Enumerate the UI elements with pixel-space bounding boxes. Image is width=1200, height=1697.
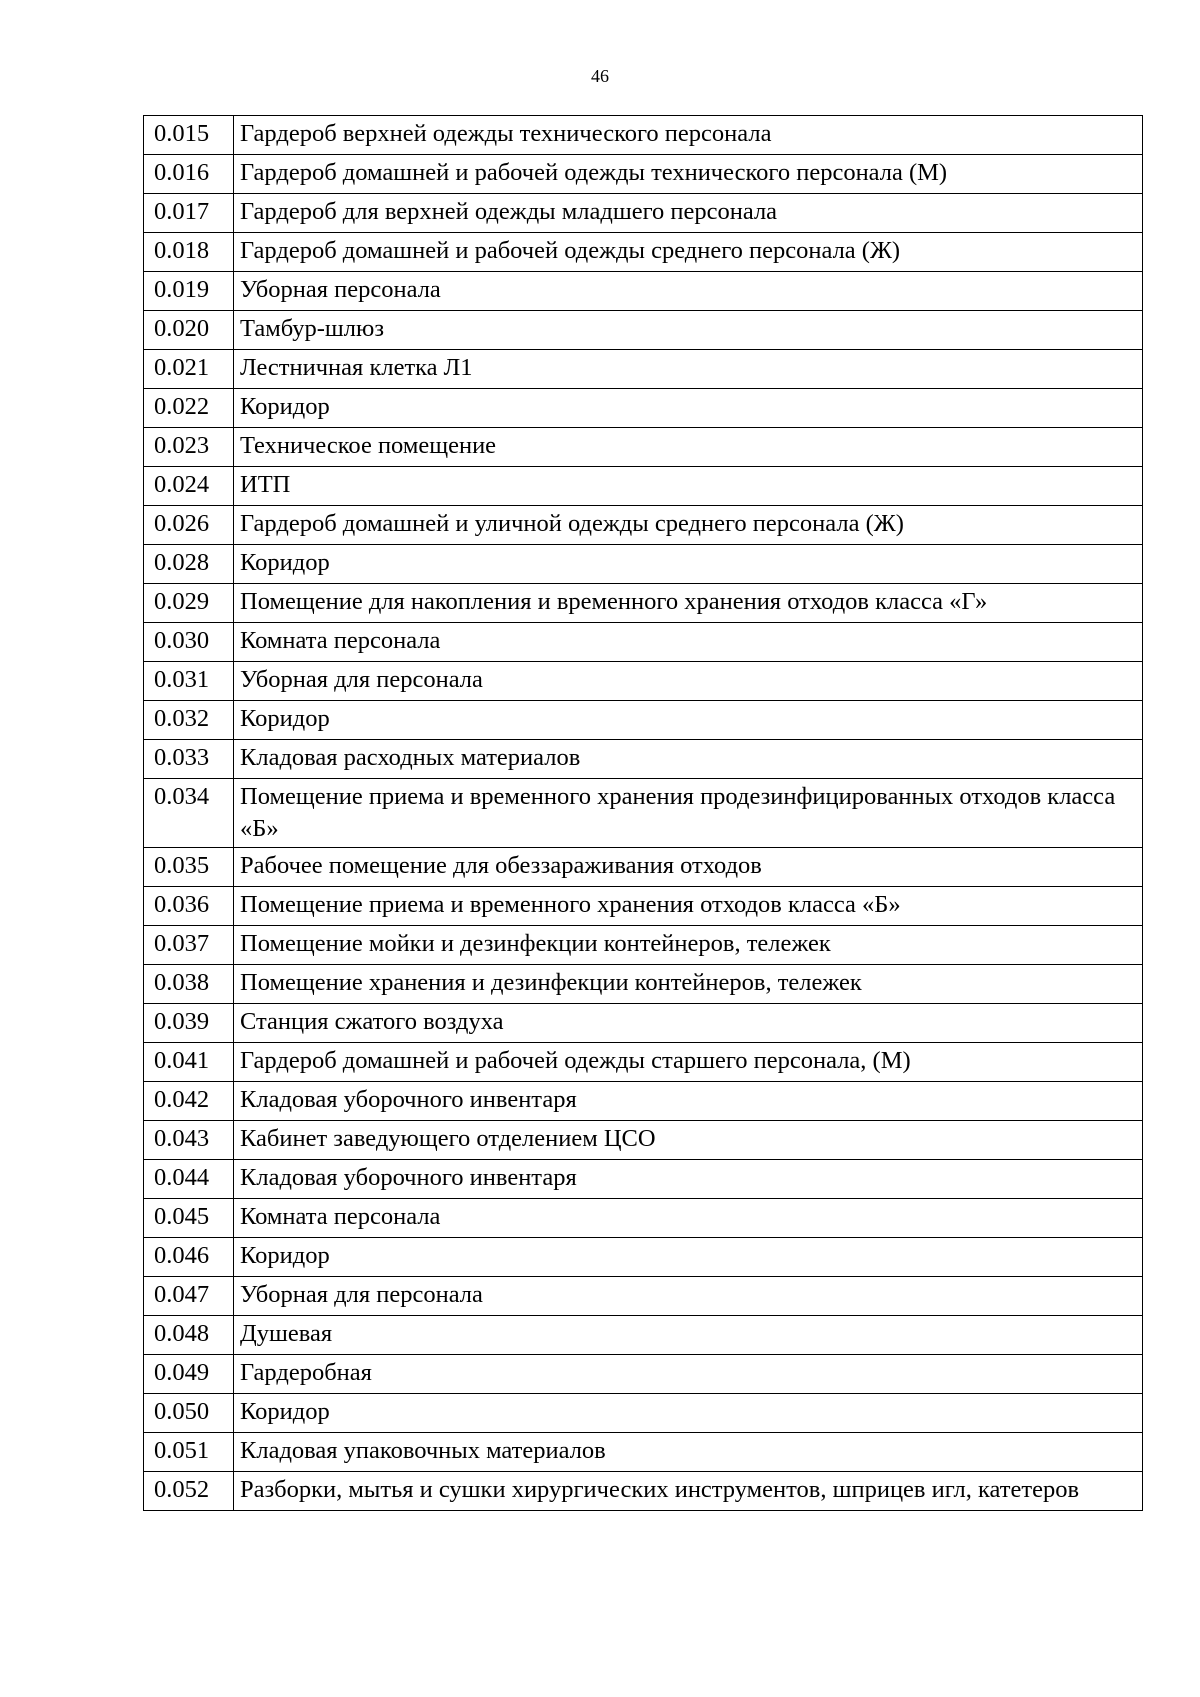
table-row — [144, 194, 1143, 233]
room-name: Рабочее помещение для обеззараживания отходов — [234, 848, 1143, 887]
table-row — [144, 1394, 1143, 1433]
room-name: Разборки, мытья и сушки хирургических инструментов, шприцев игл, катетеров — [234, 1472, 1143, 1511]
table-row — [144, 389, 1143, 428]
room-name: Гардеробная — [234, 1355, 1143, 1394]
room-code: 0.046 — [144, 1238, 234, 1277]
room-name: Гардероб домашней и рабочей одежды среднего персонала (Ж) — [234, 233, 1143, 272]
room-name: Гардероб верхней одежды технического персонала — [234, 116, 1143, 155]
room-name: Помещение мойки и дезинфекции контейнеров, тележек — [234, 926, 1143, 965]
table-row — [144, 1472, 1143, 1511]
room-code: 0.038 — [144, 965, 234, 1004]
table-row — [144, 467, 1143, 506]
room-name: Кладовая уборочного инвентаря — [234, 1082, 1143, 1121]
room-name: Коридор — [234, 1238, 1143, 1277]
room-code: 0.015 — [144, 116, 234, 155]
table-row — [144, 1160, 1143, 1199]
room-name: Коридор — [234, 1394, 1143, 1433]
room-code: 0.051 — [144, 1433, 234, 1472]
room-name: Помещение приема и временного хранения отходов класса «Б» — [234, 887, 1143, 926]
room-code: 0.039 — [144, 1004, 234, 1043]
room-name: Гардероб домашней и уличной одежды среднего персонала (Ж) — [234, 506, 1143, 545]
table-row — [144, 1004, 1143, 1043]
room-code: 0.050 — [144, 1394, 234, 1433]
page-number: 46 — [591, 66, 609, 86]
room-name: Станция сжатого воздуха — [234, 1004, 1143, 1043]
room-name: Помещение хранения и дезинфекции контейнеров, тележек — [234, 965, 1143, 1004]
room-code: 0.052 — [144, 1472, 234, 1511]
room-code: 0.037 — [144, 926, 234, 965]
room-name: ИТП — [234, 467, 1143, 506]
room-name: Помещение для накопления и временного хранения отходов класса «Г» — [234, 584, 1143, 623]
table-row — [144, 428, 1143, 467]
room-code: 0.017 — [144, 194, 234, 233]
room-code: 0.030 — [144, 623, 234, 662]
room-name: Коридор — [234, 389, 1143, 428]
rooms-table-body — [144, 116, 1143, 1511]
room-code: 0.041 — [144, 1043, 234, 1082]
table-row — [144, 1316, 1143, 1355]
table-row — [144, 1277, 1143, 1316]
room-name: Лестничная клетка Л1 — [234, 350, 1143, 389]
room-name: Душевая — [234, 1316, 1143, 1355]
table-row — [144, 1238, 1143, 1277]
room-code: 0.035 — [144, 848, 234, 887]
room-name: Гардероб домашней и рабочей одежды старшего персонала, (М) — [234, 1043, 1143, 1082]
table-row — [144, 662, 1143, 701]
room-code: 0.047 — [144, 1277, 234, 1316]
room-code: 0.033 — [144, 740, 234, 779]
table-row — [144, 1199, 1143, 1238]
table-row — [144, 848, 1143, 887]
table-row — [144, 155, 1143, 194]
room-code: 0.026 — [144, 506, 234, 545]
room-code: 0.043 — [144, 1121, 234, 1160]
table-row — [144, 350, 1143, 389]
rooms-table — [143, 115, 1143, 1511]
room-code: 0.020 — [144, 311, 234, 350]
table-row — [144, 233, 1143, 272]
room-code: 0.048 — [144, 1316, 234, 1355]
table-row — [144, 779, 1143, 848]
table-row — [144, 1355, 1143, 1394]
table-row — [144, 1043, 1143, 1082]
room-code: 0.032 — [144, 701, 234, 740]
room-code: 0.018 — [144, 233, 234, 272]
room-code: 0.042 — [144, 1082, 234, 1121]
table-row — [144, 623, 1143, 662]
room-name: Коридор — [234, 701, 1143, 740]
room-name: Гардероб домашней и рабочей одежды технического персонала (М) — [234, 155, 1143, 194]
room-code: 0.021 — [144, 350, 234, 389]
table-row — [144, 701, 1143, 740]
room-name: Уборная персонала — [234, 272, 1143, 311]
room-name: Комната персонала — [234, 623, 1143, 662]
room-code: 0.019 — [144, 272, 234, 311]
table-row — [144, 116, 1143, 155]
table-row — [144, 584, 1143, 623]
room-name: Кабинет заведующего отделением ЦСО — [234, 1121, 1143, 1160]
room-name: Кладовая упаковочных материалов — [234, 1433, 1143, 1472]
room-name: Техническое помещение — [234, 428, 1143, 467]
table-row — [144, 545, 1143, 584]
room-code: 0.029 — [144, 584, 234, 623]
room-code: 0.022 — [144, 389, 234, 428]
room-code: 0.044 — [144, 1160, 234, 1199]
room-code: 0.024 — [144, 467, 234, 506]
room-code: 0.028 — [144, 545, 234, 584]
room-name: Тамбур-шлюз — [234, 311, 1143, 350]
room-name: Гардероб для верхней одежды младшего персонала — [234, 194, 1143, 233]
room-name: Помещение приема и временного хранения продезинфицированных отходов класса «Б» — [234, 779, 1143, 848]
table-row — [144, 926, 1143, 965]
table-row — [144, 887, 1143, 926]
table-row — [144, 311, 1143, 350]
table-row — [144, 1121, 1143, 1160]
room-code: 0.031 — [144, 662, 234, 701]
room-code: 0.023 — [144, 428, 234, 467]
room-code: 0.036 — [144, 887, 234, 926]
table-row — [144, 965, 1143, 1004]
table-row — [144, 272, 1143, 311]
room-name: Уборная для персонала — [234, 1277, 1143, 1316]
room-name: Уборная для персонала — [234, 662, 1143, 701]
table-row — [144, 506, 1143, 545]
table-row — [144, 1433, 1143, 1472]
room-name: Кладовая расходных материалов — [234, 740, 1143, 779]
room-name: Комната персонала — [234, 1199, 1143, 1238]
room-code: 0.034 — [144, 779, 234, 848]
room-name: Кладовая уборочного инвентаря — [234, 1160, 1143, 1199]
room-code: 0.049 — [144, 1355, 234, 1394]
room-name: Коридор — [234, 545, 1143, 584]
room-code: 0.045 — [144, 1199, 234, 1238]
table-row — [144, 1082, 1143, 1121]
room-code: 0.016 — [144, 155, 234, 194]
table-row — [144, 740, 1143, 779]
